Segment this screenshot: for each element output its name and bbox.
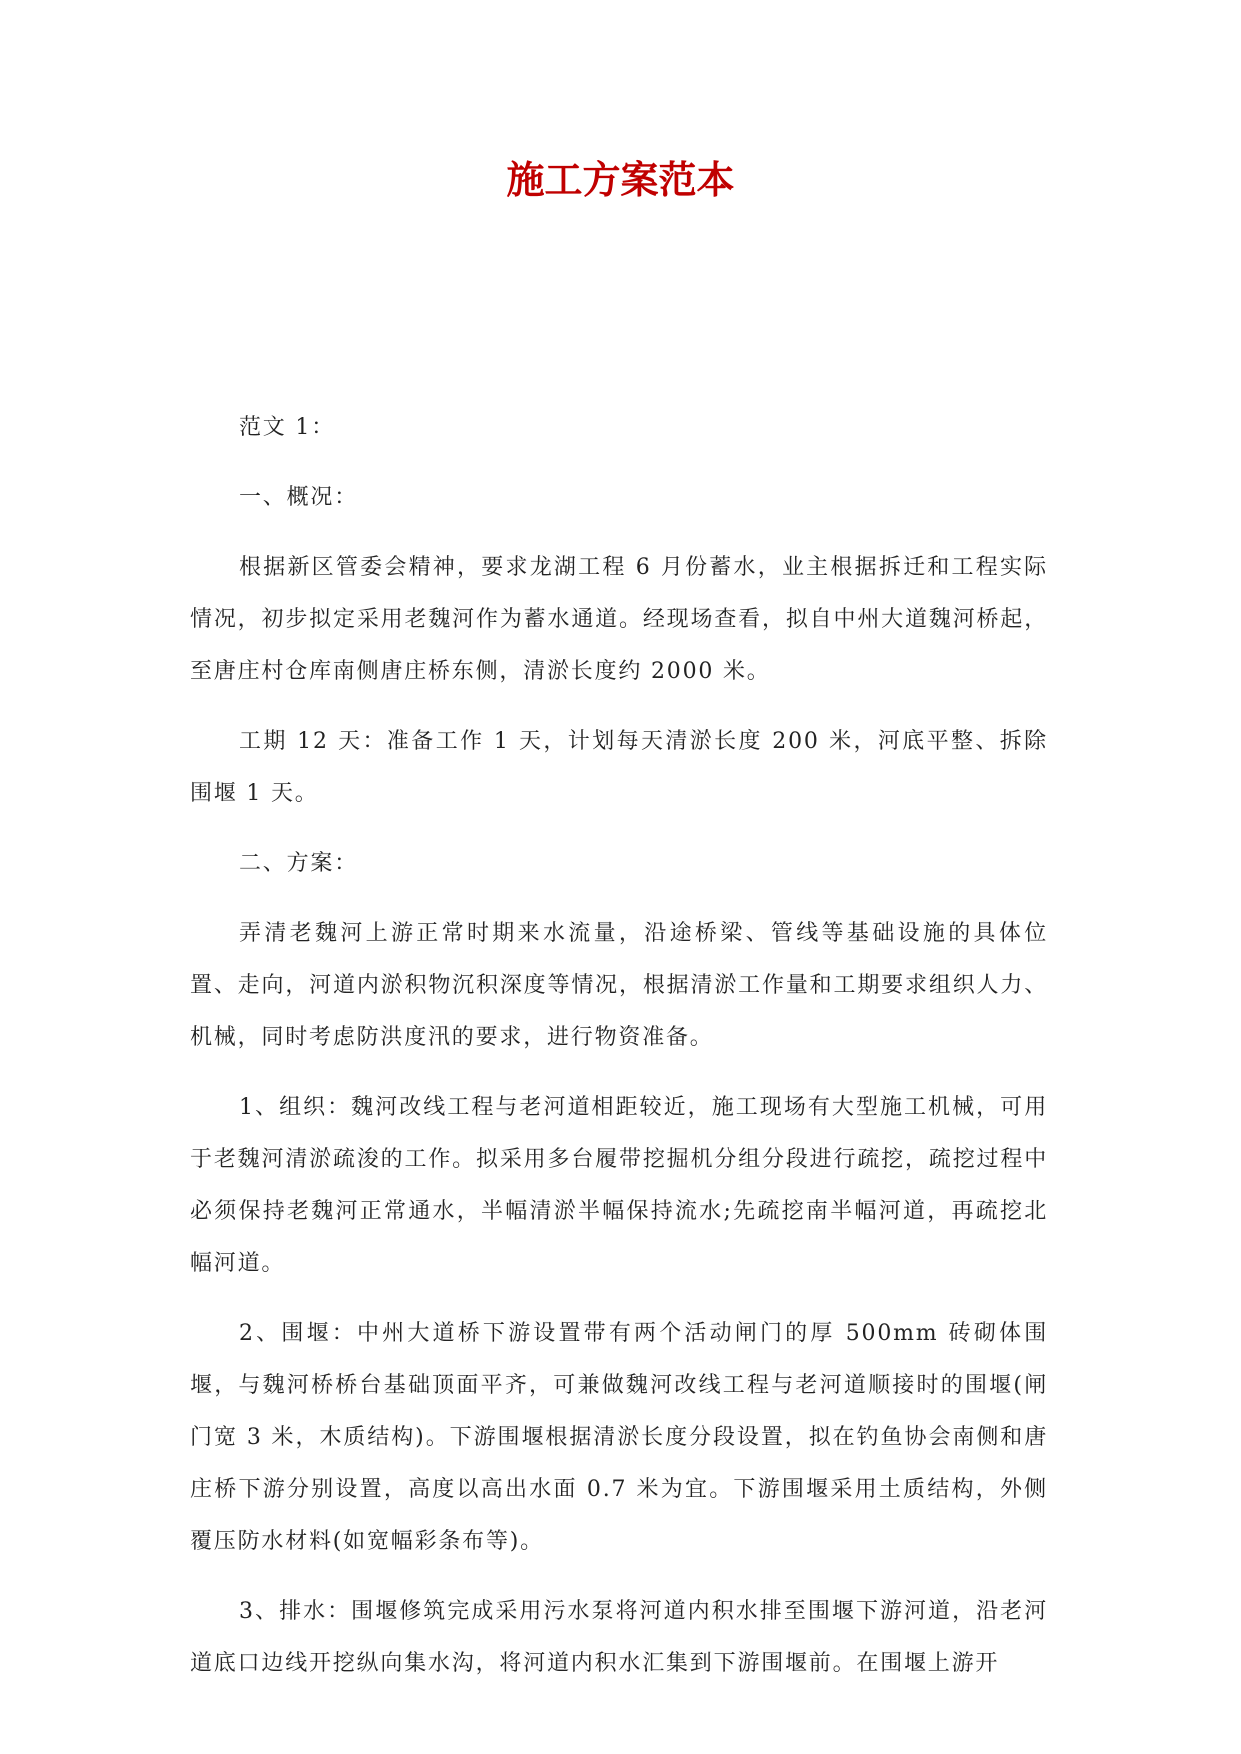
sample-label: 范文 1： — [239, 415, 335, 440]
organization-paragraph: 1、组织：魏河改线工程与老河道相距较近，施工现场有大型施工机械，可用于老魏河清淤疏浚的工作。拟采用多台履带挖掘机分组分段进行疏挖，疏挖过程中必须保持老魏河正常通水，半幅清淤半幅保持流水;先疏挖南半幅河道，再疏挖北幅河道。 — [190, 1095, 1048, 1276]
section-heading-plan: 二、方案： — [239, 851, 359, 876]
document-title: 施工方案范本 — [506, 157, 735, 202]
section-heading-overview: 一、概况： — [239, 485, 359, 510]
overview-paragraph: 根据新区管委会精神，要求龙湖工程 6 月份蓄水，业主根据拆迁和工程实际情况，初步拟定采用老魏河作为蓄水通道。经现场查看，拟自中州大道魏河桥起，至唐庄村仓库南侧唐庄桥东侧，清淤长度约 2000 米。 — [190, 555, 1048, 684]
plan-intro-paragraph: 弄清老魏河上游正常时期来水流量，沿途桥梁、管线等基础设施的具体位置、走向，河道内淤积物沉积深度等情况，根据清淤工作量和工期要求组织人力、机械，同时考虑防洪度汛的要求，进行物资准备。 — [190, 921, 1048, 1050]
drainage-paragraph: 3、排水：围堰修筑完成采用污水泵将河道内积水排至围堰下游河道，沿老河道底口边线开挖纵向集水沟，将河道内积水汇集到下游围堰前。在围堰上游开 — [190, 1599, 1048, 1676]
document-body — [190, 402, 1048, 1708]
cofferdam-paragraph: 2、围堰：中州大道桥下游设置带有两个活动闸门的厚 500mm 砖砌体围堰，与魏河桥桥台基础顶面平齐，可兼做魏河改线工程与老河道顺接时的围堰(闸门宽 3 米，木质结构)。下游围堰根据清淤长度分段设置，拟在钓鱼协会南侧和唐庄桥下游分别设置，高度以高出水面 0.7 米为宜。下游围堰采用土质结构，外侧覆压防水材料(如宽幅彩条布等)。 — [190, 1321, 1048, 1554]
schedule-paragraph: 工期 12 天：准备工作 1 天，计划每天清淤长度 200 米，河底平整、拆除围堰 1 天。 — [190, 729, 1048, 806]
